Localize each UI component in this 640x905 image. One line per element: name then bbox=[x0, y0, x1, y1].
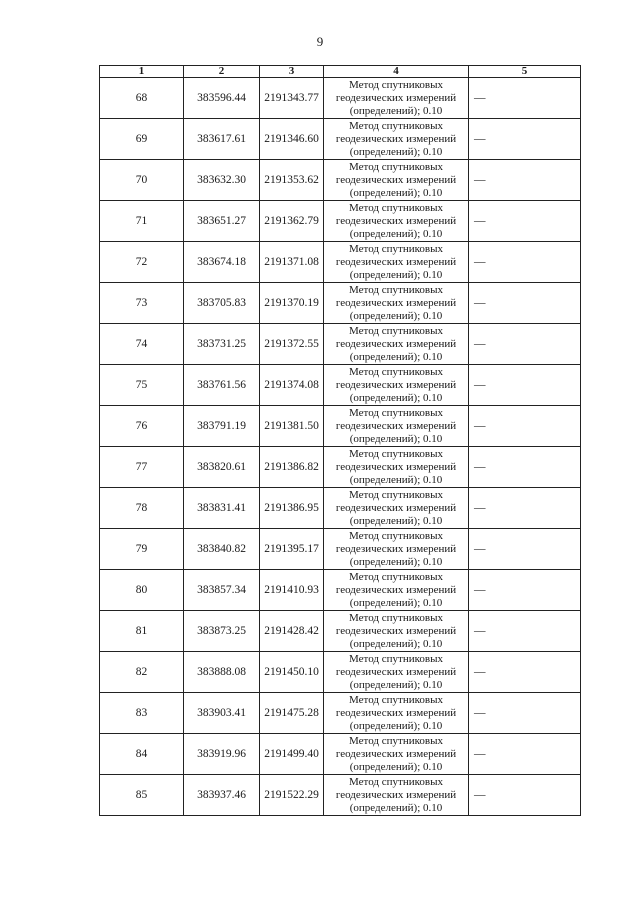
y-coordinate-cell: 2191410.93 bbox=[260, 570, 324, 611]
y-coordinate-cell: 2191395.17 bbox=[260, 529, 324, 570]
note-cell: — bbox=[469, 611, 581, 652]
y-coordinate-cell: 2191371.08 bbox=[260, 242, 324, 283]
method-cell bbox=[324, 365, 469, 406]
y-coordinate-cell: 2191428.42 bbox=[260, 611, 324, 652]
y-coordinate-cell: 2191499.40 bbox=[260, 734, 324, 775]
method-line: (определений); 0.10 bbox=[349, 350, 443, 363]
method-line: Метод спутниковых bbox=[349, 201, 443, 214]
method-line: (определений); 0.10 bbox=[349, 309, 443, 322]
method-line: (определений); 0.10 bbox=[349, 432, 443, 445]
table-row bbox=[100, 201, 581, 242]
x-coordinate-cell: 383731.25 bbox=[184, 324, 260, 365]
method-cell bbox=[324, 119, 469, 160]
note-cell: — bbox=[469, 242, 581, 283]
table-row bbox=[100, 570, 581, 611]
point-number-cell: 76 bbox=[100, 406, 184, 447]
y-coordinate-cell: 2191475.28 bbox=[260, 693, 324, 734]
table-row bbox=[100, 529, 581, 570]
point-number-cell: 80 bbox=[100, 570, 184, 611]
table-row bbox=[100, 365, 581, 406]
table-header-row bbox=[100, 66, 581, 78]
method-line: Метод спутниковых bbox=[349, 570, 443, 583]
method-line: Метод спутниковых bbox=[349, 365, 443, 378]
method-line: (определений); 0.10 bbox=[349, 555, 443, 568]
point-number-cell: 70 bbox=[100, 160, 184, 201]
method-line: Метод спутниковых bbox=[349, 119, 443, 132]
x-coordinate-cell: 383632.30 bbox=[184, 160, 260, 201]
method-line: Метод спутниковых bbox=[349, 611, 443, 624]
column-header-2: 2 bbox=[184, 66, 260, 78]
method-line: геодезических измерений bbox=[335, 542, 457, 555]
note-cell: — bbox=[469, 160, 581, 201]
method-cell bbox=[324, 201, 469, 242]
method-cell bbox=[324, 611, 469, 652]
table-row bbox=[100, 242, 581, 283]
method-line: геодезических измерений bbox=[335, 296, 457, 309]
y-coordinate-cell: 2191386.82 bbox=[260, 447, 324, 488]
method-line: геодезических измерений bbox=[335, 255, 457, 268]
x-coordinate-cell: 383674.18 bbox=[184, 242, 260, 283]
method-line: (определений); 0.10 bbox=[349, 268, 443, 281]
method-line: (определений); 0.10 bbox=[349, 678, 443, 691]
note-cell: — bbox=[469, 201, 581, 242]
y-coordinate-cell: 2191370.19 bbox=[260, 283, 324, 324]
column-header-3: 3 bbox=[260, 66, 324, 78]
point-number-cell: 78 bbox=[100, 488, 184, 529]
note-cell: — bbox=[469, 652, 581, 693]
table-row bbox=[100, 119, 581, 160]
note-cell: — bbox=[469, 570, 581, 611]
y-coordinate-cell: 2191362.79 bbox=[260, 201, 324, 242]
method-line: геодезических измерений bbox=[335, 747, 457, 760]
column-header-4: 4 bbox=[324, 66, 469, 78]
x-coordinate-cell: 383888.08 bbox=[184, 652, 260, 693]
x-coordinate-cell: 383831.41 bbox=[184, 488, 260, 529]
method-line: Метод спутниковых bbox=[349, 283, 443, 296]
table-row bbox=[100, 775, 581, 816]
method-cell bbox=[324, 242, 469, 283]
table-row bbox=[100, 160, 581, 201]
point-number-cell: 84 bbox=[100, 734, 184, 775]
method-cell bbox=[324, 775, 469, 816]
table-row bbox=[100, 406, 581, 447]
y-coordinate-cell: 2191522.29 bbox=[260, 775, 324, 816]
point-number-cell: 79 bbox=[100, 529, 184, 570]
point-number-cell: 69 bbox=[100, 119, 184, 160]
method-line: (определений); 0.10 bbox=[349, 637, 443, 650]
method-line: Метод спутниковых bbox=[349, 324, 443, 337]
method-line: геодезических измерений bbox=[335, 501, 457, 514]
method-cell bbox=[324, 324, 469, 365]
x-coordinate-cell: 383937.46 bbox=[184, 775, 260, 816]
method-line: (определений); 0.10 bbox=[349, 227, 443, 240]
method-line: геодезических измерений bbox=[335, 173, 457, 186]
y-coordinate-cell: 2191346.60 bbox=[260, 119, 324, 160]
note-cell: — bbox=[469, 529, 581, 570]
point-number-cell: 75 bbox=[100, 365, 184, 406]
method-line: (определений); 0.10 bbox=[349, 391, 443, 404]
point-number-cell: 68 bbox=[100, 78, 184, 119]
x-coordinate-cell: 383617.61 bbox=[184, 119, 260, 160]
method-line: (определений); 0.10 bbox=[349, 760, 443, 773]
method-line: (определений); 0.10 bbox=[349, 104, 443, 117]
point-number-cell: 73 bbox=[100, 283, 184, 324]
column-header-5: 5 bbox=[469, 66, 581, 78]
note-cell: — bbox=[469, 119, 581, 160]
method-line: Метод спутниковых bbox=[349, 652, 443, 665]
y-coordinate-cell: 2191374.08 bbox=[260, 365, 324, 406]
method-line: (определений); 0.10 bbox=[349, 473, 443, 486]
table-row bbox=[100, 693, 581, 734]
table-row bbox=[100, 283, 581, 324]
x-coordinate-cell: 383705.83 bbox=[184, 283, 260, 324]
method-line: геодезических измерений bbox=[335, 665, 457, 678]
table-row bbox=[100, 611, 581, 652]
method-line: геодезических измерений bbox=[335, 624, 457, 637]
x-coordinate-cell: 383651.27 bbox=[184, 201, 260, 242]
method-cell bbox=[324, 652, 469, 693]
point-number-cell: 71 bbox=[100, 201, 184, 242]
note-cell: — bbox=[469, 488, 581, 529]
method-line: Метод спутниковых bbox=[349, 447, 443, 460]
table-row bbox=[100, 447, 581, 488]
table-row bbox=[100, 488, 581, 529]
method-line: геодезических измерений bbox=[335, 214, 457, 227]
y-coordinate-cell: 2191386.95 bbox=[260, 488, 324, 529]
x-coordinate-cell: 383820.61 bbox=[184, 447, 260, 488]
note-cell: — bbox=[469, 734, 581, 775]
method-line: (определений); 0.10 bbox=[349, 186, 443, 199]
method-line: Метод спутниковых bbox=[349, 734, 443, 747]
x-coordinate-cell: 383840.82 bbox=[184, 529, 260, 570]
y-coordinate-cell: 2191381.50 bbox=[260, 406, 324, 447]
method-line: геодезических измерений bbox=[335, 706, 457, 719]
method-line: (определений); 0.10 bbox=[349, 719, 443, 732]
method-cell bbox=[324, 78, 469, 119]
method-line: (определений); 0.10 bbox=[349, 145, 443, 158]
y-coordinate-cell: 2191343.77 bbox=[260, 78, 324, 119]
method-line: (определений); 0.10 bbox=[349, 801, 443, 814]
method-cell bbox=[324, 734, 469, 775]
note-cell: — bbox=[469, 324, 581, 365]
table-body bbox=[100, 78, 581, 816]
method-cell bbox=[324, 283, 469, 324]
x-coordinate-cell: 383873.25 bbox=[184, 611, 260, 652]
method-line: Метод спутниковых bbox=[349, 529, 443, 542]
y-coordinate-cell: 2191450.10 bbox=[260, 652, 324, 693]
method-line: (определений); 0.10 bbox=[349, 596, 443, 609]
note-cell: — bbox=[469, 447, 581, 488]
y-coordinate-cell: 2191372.55 bbox=[260, 324, 324, 365]
page-number: 9 bbox=[316, 34, 324, 49]
x-coordinate-cell: 383791.19 bbox=[184, 406, 260, 447]
point-number-cell: 82 bbox=[100, 652, 184, 693]
method-line: Метод спутниковых bbox=[349, 406, 443, 419]
table-row bbox=[100, 324, 581, 365]
method-line: Метод спутниковых bbox=[349, 78, 443, 91]
method-cell bbox=[324, 406, 469, 447]
method-line: (определений); 0.10 bbox=[349, 514, 443, 527]
point-number-cell: 77 bbox=[100, 447, 184, 488]
y-coordinate-cell: 2191353.62 bbox=[260, 160, 324, 201]
method-line: Метод спутниковых bbox=[349, 693, 443, 706]
method-line: геодезических измерений bbox=[335, 419, 457, 432]
x-coordinate-cell: 383761.56 bbox=[184, 365, 260, 406]
note-cell: — bbox=[469, 283, 581, 324]
method-line: геодезических измерений bbox=[335, 337, 457, 350]
note-cell: — bbox=[469, 78, 581, 119]
column-header-1: 1 bbox=[100, 66, 184, 78]
method-line: геодезических измерений bbox=[335, 132, 457, 145]
method-line: геодезических измерений bbox=[335, 91, 457, 104]
x-coordinate-cell: 383857.34 bbox=[184, 570, 260, 611]
table-row bbox=[100, 652, 581, 693]
table-row bbox=[100, 78, 581, 119]
method-line: геодезических измерений bbox=[335, 583, 457, 596]
x-coordinate-cell: 383919.96 bbox=[184, 734, 260, 775]
table-row bbox=[100, 734, 581, 775]
method-cell bbox=[324, 160, 469, 201]
x-coordinate-cell: 383903.41 bbox=[184, 693, 260, 734]
note-cell: — bbox=[469, 365, 581, 406]
note-cell: — bbox=[469, 775, 581, 816]
note-cell: — bbox=[469, 406, 581, 447]
method-cell bbox=[324, 488, 469, 529]
method-line: геодезических измерений bbox=[335, 788, 457, 801]
method-cell bbox=[324, 447, 469, 488]
point-number-cell: 83 bbox=[100, 693, 184, 734]
coordinates-table bbox=[99, 65, 581, 816]
point-number-cell: 74 bbox=[100, 324, 184, 365]
point-number-cell: 72 bbox=[100, 242, 184, 283]
method-line: геодезических измерений bbox=[335, 378, 457, 391]
method-line: Метод спутниковых bbox=[349, 775, 443, 788]
method-line: Метод спутниковых bbox=[349, 242, 443, 255]
point-number-cell: 85 bbox=[100, 775, 184, 816]
method-line: Метод спутниковых bbox=[349, 160, 443, 173]
method-cell bbox=[324, 570, 469, 611]
method-cell bbox=[324, 693, 469, 734]
point-number-cell: 81 bbox=[100, 611, 184, 652]
method-cell bbox=[324, 529, 469, 570]
note-cell: — bbox=[469, 693, 581, 734]
x-coordinate-cell: 383596.44 bbox=[184, 78, 260, 119]
method-line: геодезических измерений bbox=[335, 460, 457, 473]
method-line: Метод спутниковых bbox=[349, 488, 443, 501]
